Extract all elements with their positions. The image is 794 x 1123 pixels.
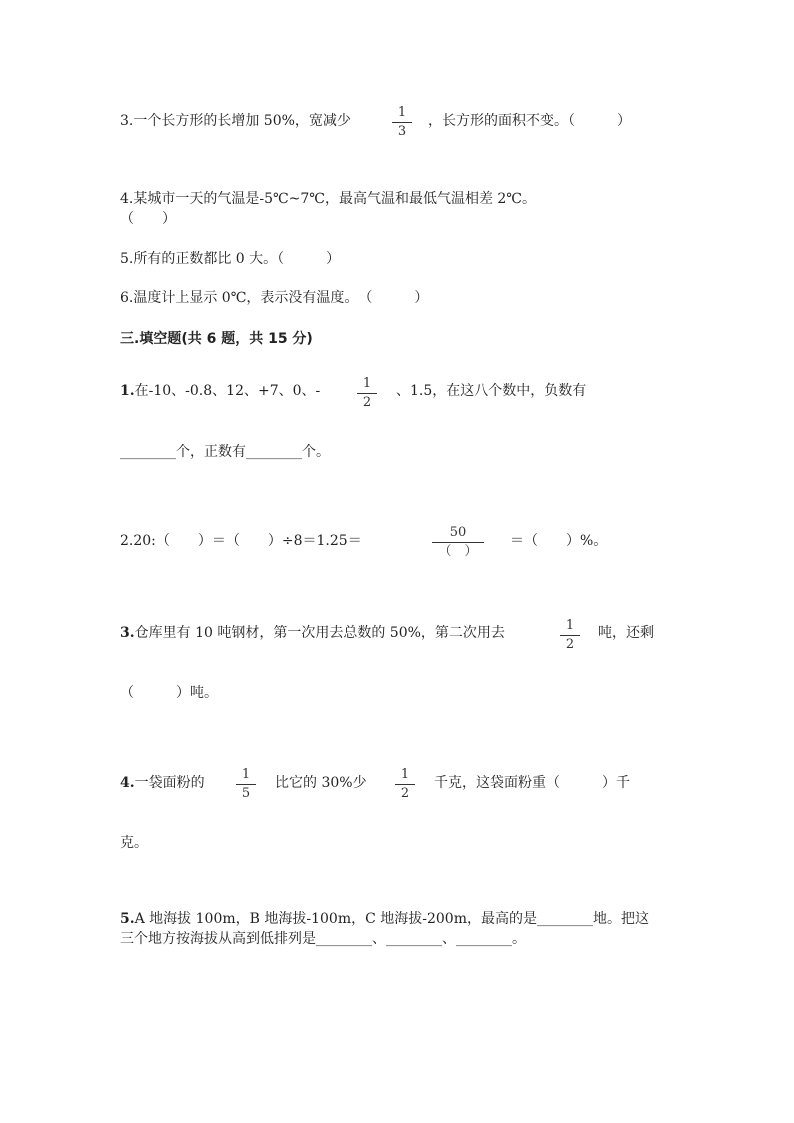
fraction-denominator: 5 <box>241 786 251 801</box>
fraction-denominator: 2 <box>362 395 372 410</box>
fill-q2-after[interactable]: ＝（ ）%。 <box>510 533 608 549</box>
fill-q4-fraction-2 <box>395 768 415 801</box>
fraction-numerator: 50 <box>449 525 467 540</box>
fill-q3-answer[interactable]: （ ）吨。 <box>120 685 218 701</box>
fraction-numerator: 1 <box>241 767 251 782</box>
fraction-numerator: 1 <box>565 618 575 633</box>
fill-q4-fraction-1 <box>236 768 256 801</box>
fill-q4-number: 4. <box>120 775 135 791</box>
fill-q4-line2: 克。 <box>120 835 148 851</box>
fill-q1-number: 1. <box>120 383 135 399</box>
fraction-denominator: 2 <box>565 637 575 652</box>
fill-q2-fraction <box>432 526 484 559</box>
fill-q1 <box>120 382 320 400</box>
fraction-bar <box>392 122 412 123</box>
judge-q4-answer[interactable]: （ ） <box>120 211 176 227</box>
fill-q4-mid: 比它的 30%少 <box>275 775 367 791</box>
fraction-denominator[interactable]: （ ） <box>438 544 478 559</box>
judge-q3 <box>120 112 351 130</box>
fraction-denominator: 3 <box>397 124 407 139</box>
judge-q6: 6.温度计上显示 0℃，表示没有温度。 （ ） <box>120 290 429 306</box>
fill-q1-fraction <box>357 377 377 410</box>
fraction-bar <box>560 635 580 636</box>
fill-q5-number: 5. <box>120 911 135 927</box>
fill-q5-text[interactable]: A 地海拔 100m，B 地海拔-100m，C 地海拔-200m，最高的是________地。把这 <box>134 911 649 927</box>
fill-q3-fraction <box>560 619 580 652</box>
fraction-numerator: 1 <box>400 767 410 782</box>
fill-q4 <box>120 774 205 792</box>
fill-q1-after: 、1.5，在这八个数中，负数有 <box>396 383 587 399</box>
fill-q4-after[interactable]: 千克，这袋面粉重（ ）千 <box>434 775 630 791</box>
fill-q1-before: 在-10、-0.8、12、+7、0、- <box>134 383 321 399</box>
fill-q3-before: 仓库里有 10 吨钢材，第一次用去总数的 50%，第二次用去 <box>134 625 505 641</box>
fill-q5-line2[interactable]: 三个地方按海拔从高到低排列是________、________、________。 <box>120 931 526 947</box>
fill-q5-line1[interactable] <box>120 910 649 928</box>
fraction-bar <box>432 542 484 543</box>
fraction-numerator: 1 <box>397 105 407 120</box>
judge-q3-after: ，长方形的面积不变。（ ） <box>428 113 631 129</box>
fill-q3-after: 吨，还剩 <box>598 625 654 641</box>
fill-q3 <box>120 624 505 642</box>
fraction-bar <box>236 784 256 785</box>
fill-q3-number: 3. <box>120 625 135 641</box>
judge-q4-line1: 4.某城市一天的气温是-5℃~7℃，最高气温和最低气温相差 2℃。 <box>120 191 536 207</box>
section-title: 三.填空题(共 6 题，共 15 分) <box>120 331 313 347</box>
fraction-numerator: 1 <box>362 376 372 391</box>
fill-q2-before: 2.20:（ ）＝（ ）÷8＝1.25＝ <box>120 533 362 549</box>
fill-q1-blanks[interactable]: ________个，正数有________个。 <box>120 444 330 460</box>
judge-q3-fraction <box>392 106 412 139</box>
fraction-denominator: 2 <box>400 786 410 801</box>
fraction-bar <box>395 784 415 785</box>
fraction-bar <box>357 393 377 394</box>
fill-q4-before: 一袋面粉的 <box>134 775 205 791</box>
judge-q3-before: 3.一个长方形的长增加 50%，宽减少 <box>120 113 351 129</box>
judge-q5: 5.所有的正数都比 0 大。（ ） <box>120 251 341 267</box>
